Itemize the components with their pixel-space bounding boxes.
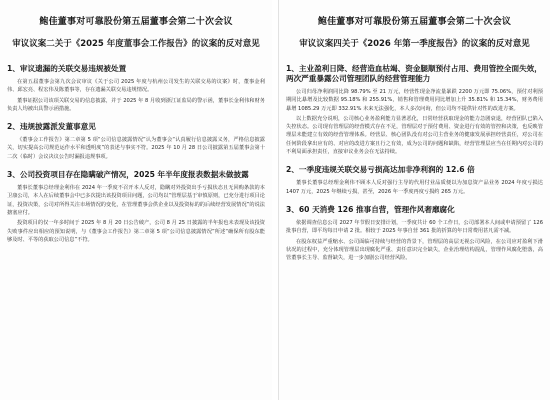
section-heading: 1、审议遗漏的关联交易违规被处置 xyxy=(7,64,127,73)
left-sections xyxy=(0,49,272,244)
left-section-2 xyxy=(7,122,265,161)
right-doc-title: 鲍佳董事对可靠股份第五届董事会第二十次会议 xyxy=(317,17,512,27)
right-section-1 xyxy=(286,64,543,156)
section-heading: 3、公司投资项目存在隐瞒破产情况，2025 年半年度报表数据未做披露 xyxy=(7,170,249,180)
section-paragraph: 在股东权益严重缩水、公司面临可持续与经营的背景下，管理层的高层无视公司风险，在公司应对盈利下滑状况的过程中，充分体现管理层出现腐化严重、责任意识完全缺失，企业治理结构混乱，管理作风腐化堕落，高管董事长主导、监督缺失，进一步加剧公司经营风险。 xyxy=(286,238,543,262)
left-section-3 xyxy=(7,170,265,244)
section-paragraph: 《董事会工作报告》第二章第 5 项“公司信息披露情况”认为董事会“认真履行信息披露义务，严格信息披露关，切实提高公司规范运作水平和透明度”的表述与事实不符。2025 年 10 月 28 日公司披露第五届董事会第十二次（临时）会议决议公告时漏报违规事项。 xyxy=(7,137,265,160)
section-heading: 3、60 天消费 126 推事自营，管理作风奢靡腐化 xyxy=(286,204,455,214)
left-doc-subtitle: 审议议案二关于《2025 年度董事会工作报告》的议案的反对意见 xyxy=(12,39,260,49)
right-doc-subtitle: 审议议案四关于《2026 年第一季度报告》的议案的反对意见 xyxy=(299,39,530,49)
section-heading: 2、一季度违规关联交易亏损高达加非净利润的 12.6 倍 xyxy=(286,165,475,175)
section-paragraph: 依据调查信息公司 2027 年节假日安排计划，一季度共计 60 个工作日，公司部署本人间或申请预留了 126 批事自营，即平均每日申请 2 批。相较于 2025 年事自营 361 批的折算的年日常费用甚凡需不减。 xyxy=(286,219,543,235)
left-document-page xyxy=(0,0,272,400)
section-heading: 1、主业盈利日降、经营造血枯竭、资金腿顺预付占用、费用管控全面失效，两次严重暴露公司管理团队的经营管理能力 xyxy=(286,64,542,83)
right-document-page xyxy=(278,0,550,400)
right-sections xyxy=(279,49,550,262)
section-paragraph: 董事证据公司该项关联交易的信息披露，并于 2025 年 8 月收到浙江证监局的警示函，董事长金利伟和财务负责人均被出具警示函措施。 xyxy=(7,97,265,112)
left-section-1 xyxy=(7,64,265,113)
right-section-2 xyxy=(286,165,543,196)
section-paragraph: 董事长董事总经理金利伟在 2024 年一季度不召开本人反对，隐瞒对外投资出手亏损状态且无回购条款的本卫康公司，本人在后续董事会中已多次提出该投资项目问题，公司均以“管理层基于审慎原则，已充分进行项目论证，投资决策，公司对所得关注市场情况的变化，在管理董事会供企业以及投资标的的后续经营发展情况”的说法搪塞应付。 xyxy=(7,185,265,216)
left-doc-title: 鲍佳董事对可靠股份第五届董事会第二十次会议 xyxy=(39,17,233,27)
section-paragraph: 公司归母净利润同比降 98.79% 至 21 万元，经营性现金净流量暴跌 2200 万元即 75.06%，预付对利预期同比暴增及比较数据 95.18% 和 255.91%，销售和管理费用同比增加上升 35.81% 和 15.34%，财务费用暴增 1085.29 万元即 332.91% 未来无法强化，本人多次问询，但公司均不提供针对性的改进方案。 xyxy=(286,89,543,112)
right-section-3 xyxy=(286,205,543,262)
section-paragraph: 董事长董事总经理金利伟不顾本人反对强行主导的代用付业品质便以为加息资产品业务 2024 年度亏损达 1407 万元，2025 年继续亏损，甚至，2026 年一季度再度亏损约 265 万元。 xyxy=(286,180,543,195)
section-paragraph: 投资项目的仅一年多时间于 2025 年 8 月 20 日公告破产，公司 8 月 25 日披露的半年报也未表现及该投资失败事件应出相应的预知说明，与《董事会工作报告》第二章第 5 项“公司信息披露情况”所述“确保所有股东能够及时、平等的获取公司信息”不符。 xyxy=(7,220,265,243)
section-heading: 2、违规披露派发董事意见 xyxy=(7,122,96,132)
section-paragraph: 以上数据充分说明，公司核心业务盈利能力显著恶化，日常经营获取现金的能力急剧衰退，经营团队已陷入失控状态。公司现有管理层的经营模式存在不足，管理层对于预付费用、资金进行有效的管控和决策，也反映管理层未能建立有效的经营管理体系。经营层、核心团队没有对公司主营业务的健康发展承担经营责任，对公司在任何阶段拿出应有的、对应的改进方案且行之有效，成为公司的问题和缺陷，经营管理层应当在任期内对公司的不利局面承担责任，直接审议业务会在无法持续。 xyxy=(286,115,543,156)
section-paragraph: 在第五届董事会第九次会议审议《关于公司 2025 年度与杭州公司发生的关联交易的议案》时，董事金利伟、邱宏亮、程宏伟及陈董事等，存在遗漏关联交易违规情况。 xyxy=(7,79,265,94)
